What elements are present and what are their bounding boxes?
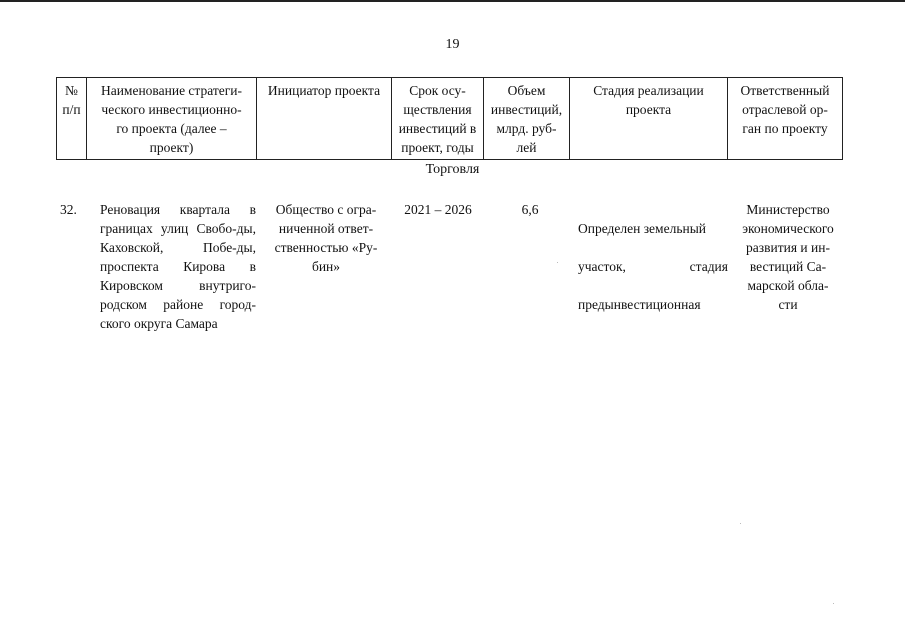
header-implementation-stage: Стадия реализации проекта xyxy=(570,78,728,160)
header-project-name: Наименование стратеги- ческого инвестиционно- го проекта (далее – проект) xyxy=(87,78,257,160)
header-number: № п/п xyxy=(57,78,87,160)
header-responsible-body: Ответственный отраслевой ор- ган по проекту xyxy=(728,78,843,160)
stage-line-2 xyxy=(578,257,728,276)
stage-line-3: предынвестиционная xyxy=(578,297,701,312)
stage-line-1: Определен земельный xyxy=(578,221,706,236)
table-row xyxy=(0,200,905,330)
scan-speck xyxy=(557,262,558,263)
header-investment-term: Срок осу- ществления инвестиций в проект, годы xyxy=(392,78,484,160)
row-responsible-body: Министерство экономического развития и ин- вестиций Са- марской обла- сти xyxy=(742,202,834,312)
top-border-line xyxy=(0,0,905,2)
header-investment-volume: Объем инвестиций, млрд. руб- лей xyxy=(484,78,570,160)
row-implementation-stage xyxy=(578,200,728,333)
row-project-name: Реновация квартала в границах улиц Свобо-ды, Каховской, Побе-ды, проспекта Кирова в Кировском внутриго-родском районе город-ского округа Самара xyxy=(100,202,256,331)
header-initiator: Инициатор проекта xyxy=(257,78,392,160)
table-header-row xyxy=(57,78,843,160)
stage-word-b: стадия xyxy=(689,259,728,274)
scan-speck xyxy=(833,603,834,604)
page-number: 19 xyxy=(445,37,460,52)
stage-word-a: участок, xyxy=(578,259,626,274)
row-initiator: Общество с огра- ниченной ответ- ственностью «Ру- бин» xyxy=(274,202,378,274)
row-investment-term: 2021 – 2026 xyxy=(404,202,472,217)
row-number: 32. xyxy=(60,202,77,217)
row-investment-volume: 6,6 xyxy=(521,202,539,217)
scan-speck xyxy=(740,523,741,524)
section-title: Торговля xyxy=(425,162,480,177)
projects-table-header xyxy=(56,77,843,160)
